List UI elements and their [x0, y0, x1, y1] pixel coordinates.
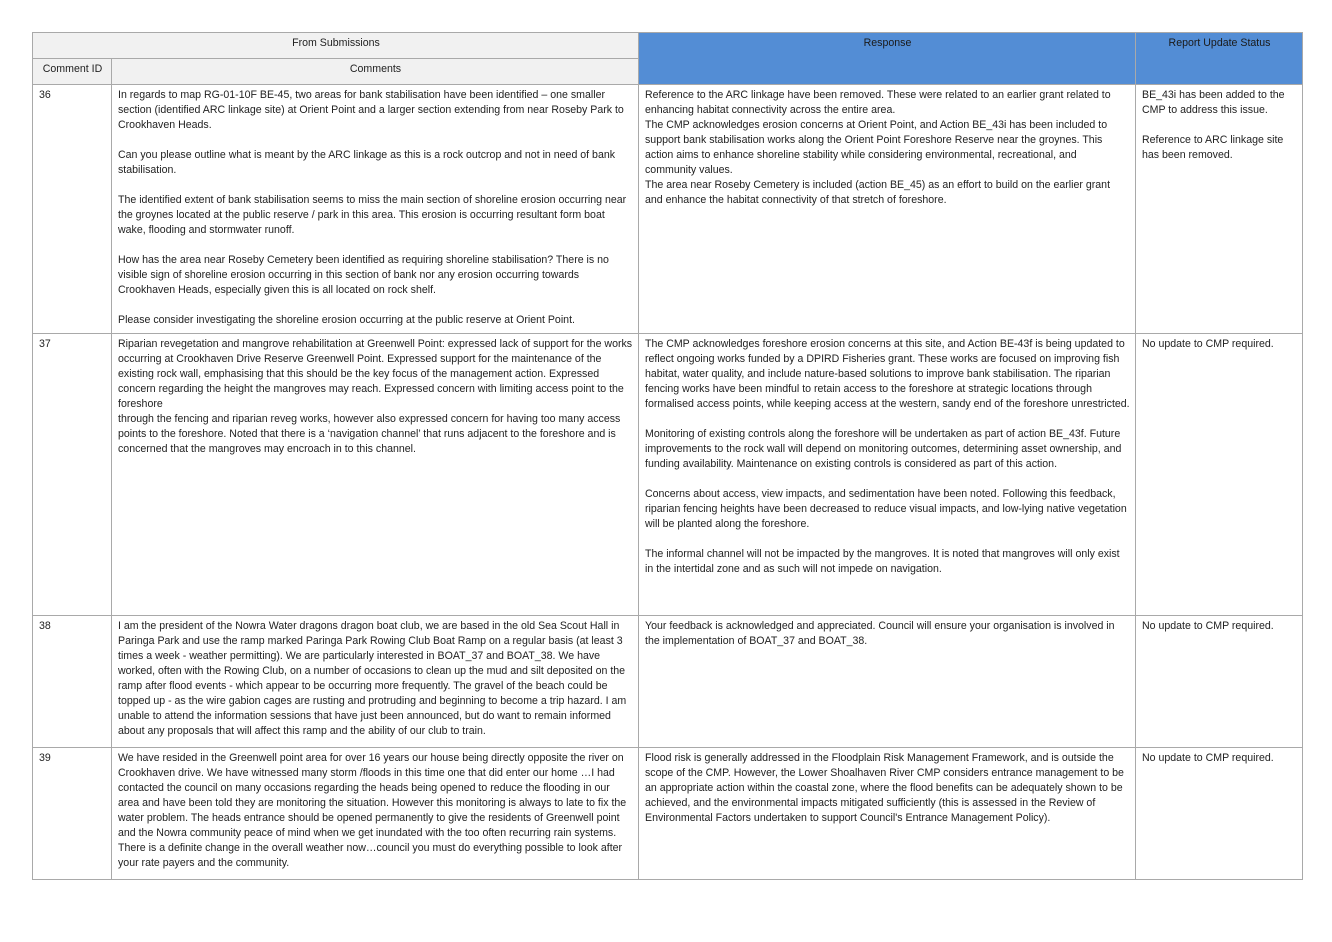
response-paragraph: Concerns about access, view impacts, and sedimentation have been noted. Following this feedback, riparian fencing heights have been decreased to reduce visual impacts, and low-lying native vegetation will be planted along the foreshore. [645, 488, 1127, 530]
comment-id: 36 [33, 85, 112, 334]
comment-paragraph: In regards to map RG-01-10F BE-45, two areas for bank stabilisation have been identified – one smaller section (identified ARC linkage site) at Orient Point and a larger section extending from near Roseby Park to Crookhaven Heads. [118, 89, 624, 131]
comment-id: 37 [33, 334, 112, 616]
response-paragraph: The CMP acknowledges foreshore erosion concerns at this site, and Action BE-43f is being updated to reflect ongoing works funded by a DPIRD Fisheries grant. These works are focused on improving fish habitat, water quality, and include nature-based solutions to improve bank stabilisation. The riparian fencing works have been mindful to retain access to the foreshore at strategic locations through formalised access points, while keeping access at the western, sandy end of the foreshore unrestricted. [645, 338, 1130, 410]
header-report-update-status: Report Update Status [1136, 33, 1303, 85]
comment-paragraph: How has the area near Roseby Cemetery been identified as requiring shoreline stabilisation? There is no visible sign of shoreline erosion occurring in this section of bank nor any erosion occurring towards Crookhaven Heads, especially given this is all located on rock shelf. [118, 254, 609, 296]
comment-cell [112, 748, 639, 880]
comment-paragraph: I am the president of the Nowra Water dragons dragon boat club, we are based in the old Sea Scout Hall in Paringa Park and use the ramp marked Paringa Park Rowing Club Boat Ramp on a regular basis (at least 3 times a week - weather permitting). We are particularly interested in BOAT_37 and BOAT_38. We have worked, often with the Rowing Club, on a number of occasions to clean up the mud and silt deposited on the ramp after flood events - which appear to be occurring more frequently. The gravel of the beach could be topped up - as the wire gabion cages are rusting and protruding and beginning to become a trip hazard. I am unable to attend the information sessions that have just been announced, but do want to remain informed about any proposals that will affect this ramp and the ability of our club to train. [118, 620, 627, 737]
table-row [33, 85, 1303, 334]
header-response: Response [639, 33, 1136, 85]
response-cell [639, 334, 1136, 616]
status-cell [1136, 748, 1303, 880]
header-row-group [33, 33, 1303, 59]
response-paragraph: Your feedback is acknowledged and appreciated. Council will ensure your organisation is involved in the implementation of BOAT_37 and BOAT_38. [645, 620, 1115, 647]
comment-cell [112, 616, 639, 748]
response-cell [639, 748, 1136, 880]
header-comment-id: Comment ID [33, 59, 112, 85]
comment-id: 38 [33, 616, 112, 748]
comment-paragraph: Please consider investigating the shoreline erosion occurring at the public reserve at Orient Point. [118, 314, 575, 326]
comment-paragraph: Riparian revegetation and mangrove rehabilitation at Greenwell Point: expressed lack of support for the works occurring at Crookhaven Drive Reserve Greenwell Point. Expressed support for the maintenance of the existing rock wall, emphasising that this should be the key focus of the management action. Expressed concern regarding the height the mangroves may reach. Expressed concern with limiting access point to the foreshore through the fencing and riparian reveg works, however also expressed concern for having too many access points to the foreshore. Noted that there is a ‘navigation channel’ that runs adjacent to the foreshore and is concerned that the mangroves may encroach in to this channel. [118, 338, 633, 455]
status-cell [1136, 334, 1303, 616]
status-paragraph: BE_43i has been added to the CMP to address this issue. [1142, 89, 1285, 116]
comment-cell [112, 85, 639, 334]
header-from-submissions: From Submissions [33, 33, 639, 59]
status-paragraph: No update to CMP required. [1142, 338, 1274, 350]
response-cell [639, 85, 1136, 334]
status-cell [1136, 85, 1303, 334]
table-row [33, 748, 1303, 880]
response-cell [639, 616, 1136, 748]
status-paragraph: No update to CMP required. [1142, 620, 1274, 632]
submissions-table [32, 32, 1303, 880]
status-paragraph: No update to CMP required. [1142, 752, 1274, 764]
response-paragraph: Reference to the ARC linkage have been removed. These were related to an earlier grant related to enhancing habitat connectivity across the entire area. The CMP acknowledges erosion concerns at Orient Point, and Action BE_43i has been included to support bank stabilisation works along the Orient Point Foreshore Reserve near the groynes. This action aims to enhance shoreline stability while considering environmental, recreational, and community values. The area near Roseby Cemetery is included (action BE_45) as an effort to build on the earlier grant and enhance the habitat connectivity of that stretch of foreshore. [645, 89, 1111, 206]
response-paragraph: Monitoring of existing controls along the foreshore will be undertaken as part of action BE_43f. Future improvements to the rock wall will depend on monitoring outcomes, determining asset ownership, and funding availability. Maintenance on existing controls is considered as part of this action. [645, 428, 1122, 470]
comment-paragraph: Can you please outline what is meant by the ARC linkage as this is a rock outcrop and not in need of bank stabilisation. [118, 149, 616, 176]
comment-cell [112, 334, 639, 616]
comment-id: 39 [33, 748, 112, 880]
response-paragraph: Flood risk is generally addressed in the Floodplain Risk Management Framework, and is outside the scope of the CMP. However, the Lower Shoalhaven River CMP considers entrance management to be an appropriate action within the coastal zone, where the flood benefits can be adequately shown to be achieved, and the environmental impacts mitigated sufficiently (this is assessed in the Review of Environmental Factors undertaken to support Council's Entrance Management Policy). [645, 752, 1124, 824]
response-paragraph: The informal channel will not be impacted by the mangroves. It is noted that mangroves will only exist in the intertidal zone and as such will not impede on navigation. [645, 548, 1120, 575]
status-cell [1136, 616, 1303, 748]
table-row [33, 334, 1303, 616]
comment-paragraph: The identified extent of bank stabilisation seems to miss the main section of shoreline erosion occurring near the groynes located at the public reserve / park in this area. This erosion is occurring resultant form boat wake, flooding and stormwater runoff. [118, 194, 627, 236]
comment-paragraph: We have resided in the Greenwell point area for over 16 years our house being directly opposite the river on Crookhaven drive. We have witnessed many storm /floods in this time one that did enter our home …I had contacted the council on many occasions regarding the heads being opened to reduce the flooding in our area and have been told they are monitoring the situation. However this monitoring is always to late to fix the water problem. The heads entrance should be opened permanently to give the residents of Greenwell point and the Nowra community peace of mind when we get inundated with the too often recurring rain systems. There is a definite change in the overall weather now…council you must do everything possible to look after your rate payers and the community. [118, 752, 627, 869]
table-row [33, 616, 1303, 748]
status-paragraph: Reference to ARC linkage site has been removed. [1142, 134, 1284, 161]
header-comments: Comments [112, 59, 639, 85]
